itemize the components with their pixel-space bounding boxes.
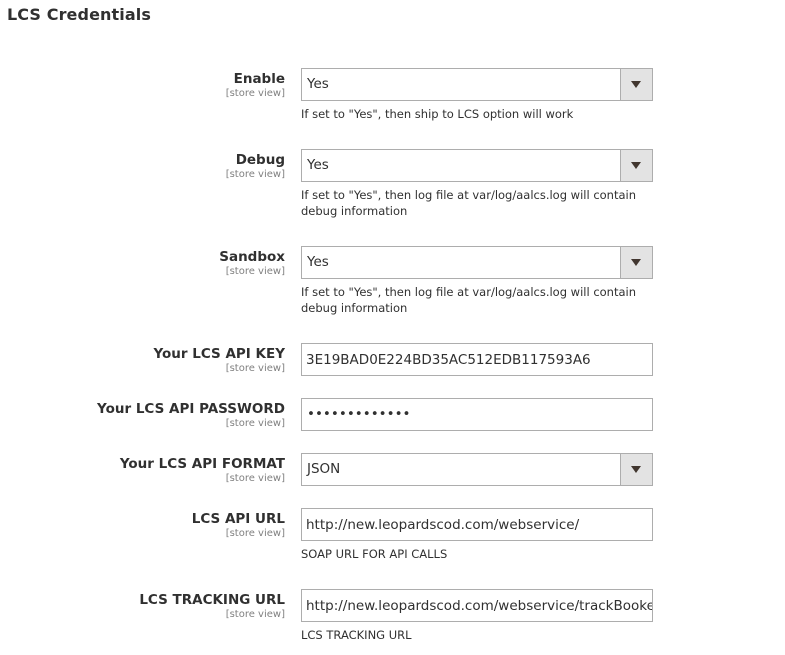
api-url-note: SOAP URL FOR API CALLS (301, 547, 448, 561)
api-format-scope-label: [store view] (225, 473, 285, 484)
tracking-url-label: LCS TRACKING URL (139, 592, 285, 608)
chevron-down-icon (631, 162, 641, 169)
section-title: LCS Credentials (7, 5, 151, 24)
debug-select[interactable] (301, 149, 653, 182)
sandbox-note: If set to "Yes", then log file at var/log/aalcs.log will contain debug information (301, 285, 637, 315)
sandbox-label: Sandbox (219, 249, 285, 265)
api-password-scope-label: [store view] (225, 418, 285, 429)
field-label-api-format (120, 455, 285, 485)
api-url-input[interactable] (301, 508, 653, 541)
field-label-tracking-url (139, 591, 285, 621)
api-format-select[interactable] (301, 453, 653, 486)
debug-select-button[interactable] (620, 150, 652, 181)
tracking-url-note: LCS TRACKING URL (301, 628, 412, 642)
field-label-api-url (192, 510, 285, 540)
debug-label: Debug (235, 152, 285, 168)
api-url-scope-label: [store view] (225, 528, 285, 539)
sandbox-select-value: Yes (307, 254, 329, 270)
debug-note: If set to "Yes", then log file at var/log/aalcs.log will contain debug information (301, 188, 637, 218)
chevron-down-icon (631, 81, 641, 88)
field-label-api-key (154, 345, 286, 375)
tracking-url-scope-label: [store view] (225, 609, 285, 620)
field-label-debug (226, 151, 285, 181)
api-password-label: Your LCS API PASSWORD (97, 401, 285, 417)
enable-select[interactable] (301, 68, 653, 101)
api-password-input[interactable] (301, 398, 653, 431)
sandbox-select[interactable] (301, 246, 653, 279)
field-label-enable (226, 70, 285, 100)
api-format-label: Your LCS API FORMAT (119, 456, 285, 472)
api-format-select-button[interactable] (620, 454, 652, 485)
api-password-value: ••••••••••••• (307, 406, 411, 422)
debug-select-value: Yes (307, 157, 329, 173)
field-label-api-password (97, 400, 285, 430)
enable-note: If set to "Yes", then ship to LCS option will work (301, 107, 574, 121)
chevron-down-icon (631, 259, 641, 266)
enable-label: Enable (233, 71, 285, 87)
field-label-sandbox (219, 248, 285, 278)
api-key-scope-label: [store view] (225, 363, 285, 374)
sandbox-select-button[interactable] (620, 247, 652, 278)
api-key-input[interactable] (301, 343, 653, 376)
enable-select-button[interactable] (620, 69, 652, 100)
debug-scope-label: [store view] (225, 169, 285, 180)
chevron-down-icon (631, 466, 641, 473)
tracking-url-input[interactable] (301, 589, 653, 622)
api-format-select-value: JSON (307, 461, 341, 477)
sandbox-scope-label: [store view] (225, 266, 285, 277)
enable-scope-label: [store view] (225, 88, 285, 99)
enable-select-value: Yes (307, 76, 329, 92)
api-key-label: Your LCS API KEY (153, 346, 285, 362)
api-url-label: LCS API URL (191, 511, 285, 527)
